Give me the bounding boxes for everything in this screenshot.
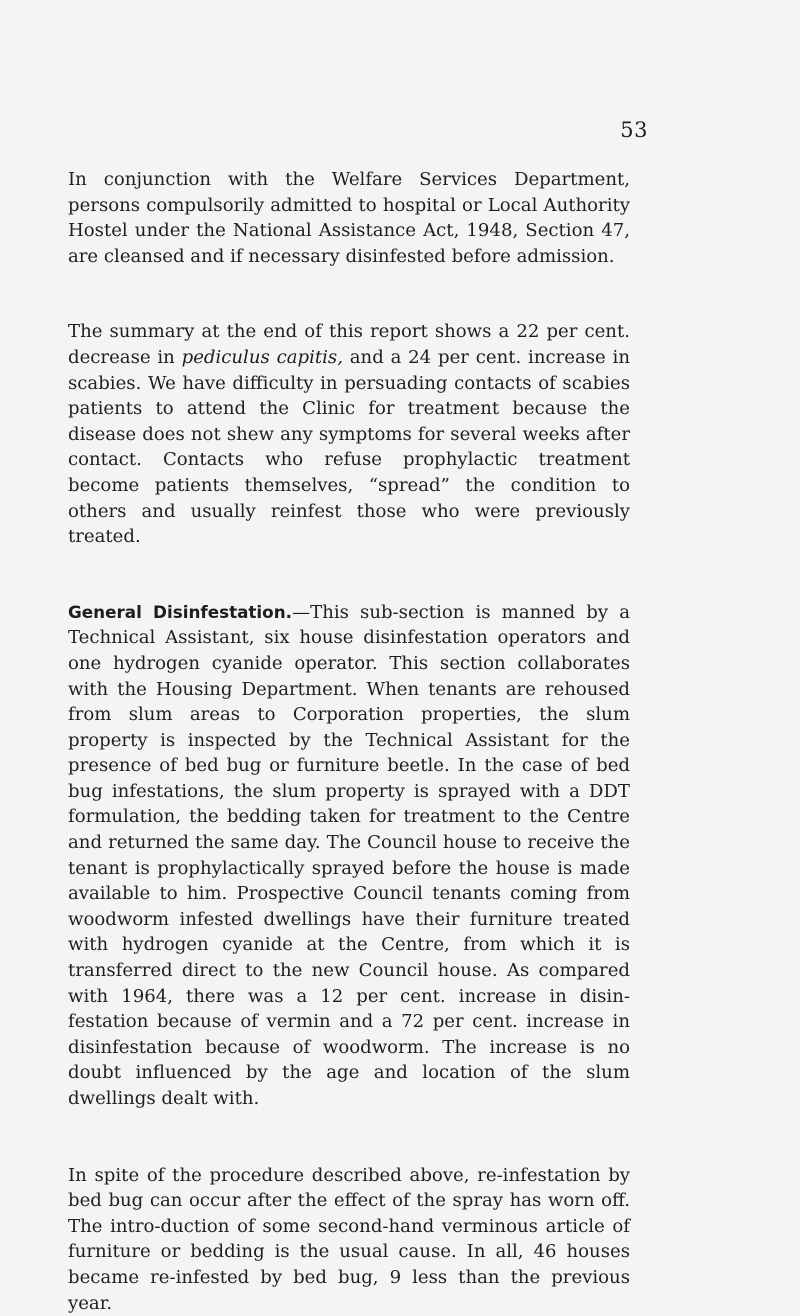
paragraph-welfare-services: In conjunction with the Welfare Services Department, persons compulsorily admitted to hospital or Local Authority Hostel under the National Assistance Act, 1948, Section 47, are cleansed and if necessary disinfested before admission. [68,169,630,267]
paragraph-general-disinfestation [68,600,630,1112]
paragraph-re-infestation: In spite of the procedure described above, re-infestation by bed bug can occur after the effect of the spray has worn off. The intro-duction of some second-hand verminous article of furniture or bedding is the usual cause. In all, 46 houses became re-infested by bed bug, 9 less than the previous year. [68,1164,630,1314]
page-number: 53 [620,118,648,142]
section-heading: General Disinfestation. [68,601,293,622]
italic-term: pediculus capitis, [181,346,343,368]
paragraph-text: —This sub-section is manned by a Technical Assistant, six house disinfestation operators and one hydrogen cyanide operator. This section collaborates with the Housing Department. When tenants are rehoused from slum areas to Corporation properties, the slum property is inspected by the Technical Assistant for the presence of bed bug or furniture beetle. In the case of bed bug infestations, the slum property is sprayed with a DDT formulation, the bedding taken for treatment to the Centre and returned the same day. The Council house to receive the tenant is prophylactically sprayed before the house is made available to him. Prospective Council tenants coming from woodworm infested dwellings have their furniture treated with hydrogen cyanide at the Centre, from which it is transferred direct to the new Council house. As compared with 1964, there was a 12 per cent. increase in disin-festation because of vermin and a 72 per cent. increase in disinfestation because of woodworm. The increase is no doubt influenced by the age and location of the slum dwellings dealt with. [68,601,630,1109]
paragraph-text: The summary at the end of this report shows a 22 per cent. decrease in [68,321,630,368]
paragraph-pediculus-scabies [68,319,630,549]
document-body [68,167,630,1316]
paragraph-text: and a 24 per cent. increase in scabies. We have difficulty in persuading contacts of scabies patients to attend the Clinic for treatment because the disease does not shew any symptoms for several weeks after contact. Contacts who refuse prophylactic treatment become patients themselves, “spread” the condition to others and usually reinfest those who were previously treated. [68,346,630,548]
